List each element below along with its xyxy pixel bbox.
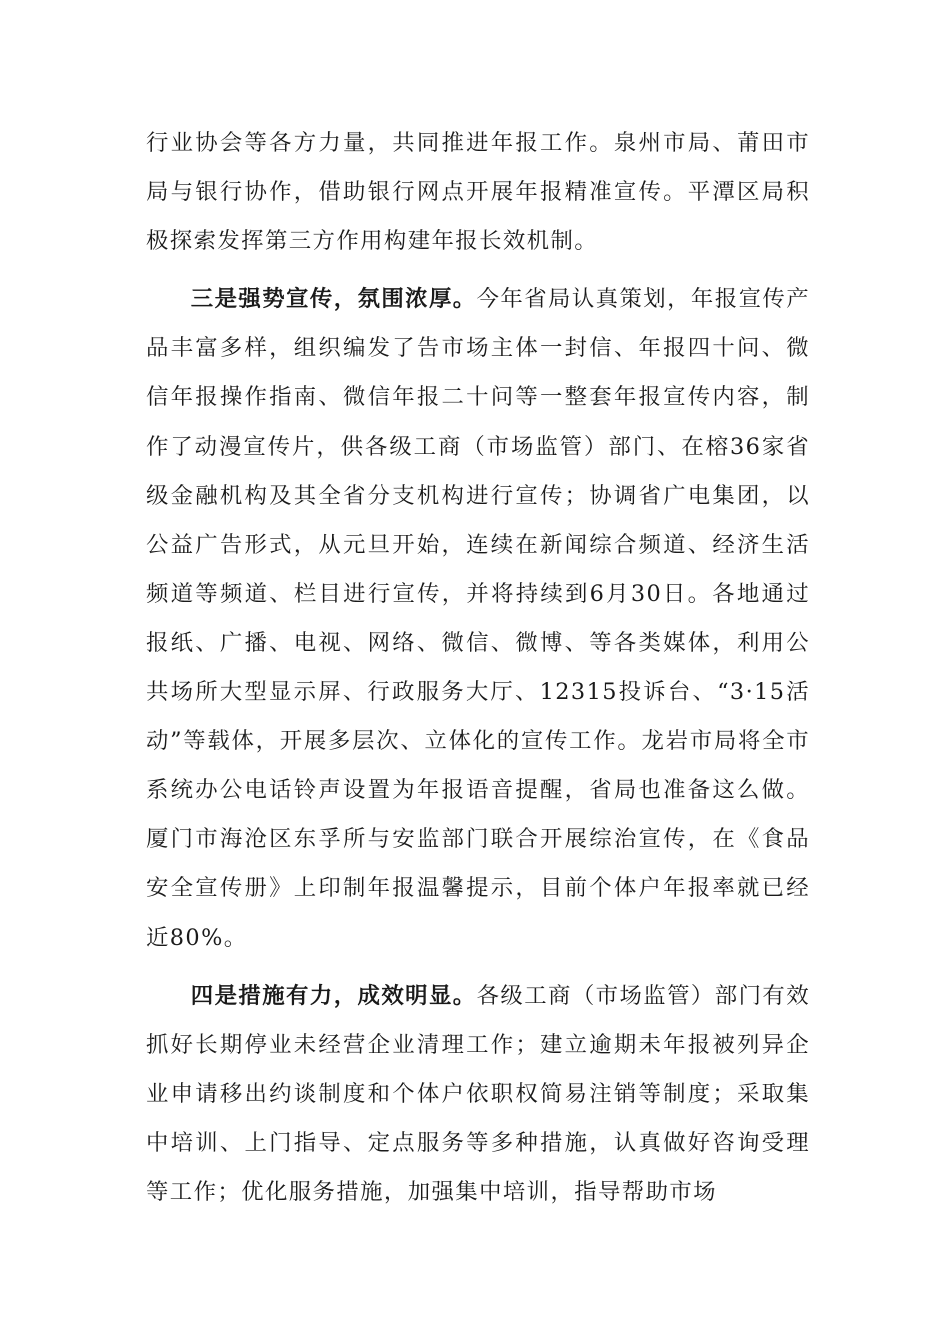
paragraph-3: [146, 972, 810, 1217]
paragraph-gap: [146, 963, 810, 972]
paragraph-2-text: 今年省局认真策划，年报宣传产品丰富多样，组织编发了告市场主体一封信、年报四十问、微信年报操作指南、微信年报二十问等一整套年报宣传内容，制作了动漫宣传片，供各级工商（市场监管）部门、在榕36家省级金融机构及其全省分支机构进行宣传；协调省广电集团，以公益广告形式，从元旦开始，连续在新闻综合频道、经济生活频道等频道、栏目进行宣传，并将持续到6月30日。各地通过报纸、广播、电视、网络、微信、微博、等各类媒体，利用公共场所大型显示屏、行政服务大厅、12315投诉台、“3·15活动”等载体，开展多层次、立体化的宣传工作。龙岩市局将全市系统办公电话铃声设置为年报语音提醒，省局也准备这么做。厦门市海沧区东孚所与安监部门联合开展综治宣传，在《食品安全宣传册》上印制年报温馨提示，目前个体户年报率就已经近80%。: [146, 286, 810, 951]
paragraph-3-lead: 四是措施有力，成效明显。: [190, 982, 477, 1009]
paragraph-1: [146, 119, 810, 266]
paragraph-3-text: 各级工商（市场监管）部门有效抓好长期停业未经营企业清理工作；建立逾期未年报被列异企业申请移出约谈制度和个体户依职权简易注销等制度；采取集中培训、上门指导、定点服务等多种措施，认真做好咨询受理等工作；优化服务措施，加强集中培训，指导帮助市场: [146, 982, 810, 1205]
paragraph-2-lead: 三是强势宣传，氛围浓厚。: [190, 286, 477, 313]
paragraph-gap: [146, 266, 810, 275]
paragraph-2: [146, 275, 810, 962]
document-body: [146, 119, 810, 1217]
paragraph-1-text: 行业协会等各方力量，共同推进年报工作。泉州市局、莆田市局与银行协作，借助银行网点开展年报精准宣传。平潭区局积极探索发挥第三方作用构建年报长效机制。: [146, 130, 810, 255]
